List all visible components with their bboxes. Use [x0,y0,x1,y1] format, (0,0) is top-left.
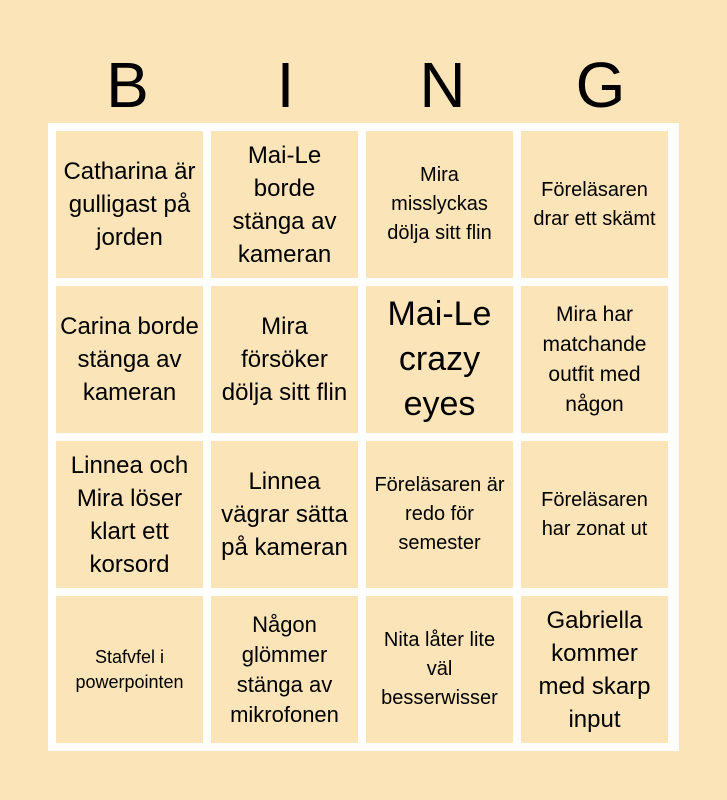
bingo-cell-text: Mira misslyckas dölja sitt flin [387,164,492,244]
bingo-cell-text: Föreläsaren är redo för semester [374,474,505,554]
bingo-cell[interactable] [56,596,203,743]
bingo-cell-text: Mira försöker dölja sitt flin [221,313,348,406]
bingo-cell[interactable] [366,596,513,743]
bingo-cell-text: Gabriella kommer med skarp input [538,606,651,733]
bingo-cell[interactable] [56,441,203,588]
bingo-cell-text: Föreläsaren har zonat ut [541,488,648,540]
bingo-cell[interactable] [521,596,668,743]
bingo-cell[interactable] [521,286,668,433]
bingo-header [50,50,678,120]
bingo-cell-text: Nita låter lite väl besserwisser [381,629,498,709]
bingo-cell-text: Mai-Le crazy eyes [387,295,492,423]
bingo-cell[interactable] [211,441,358,588]
bingo-cell-text: Linnea vägrar sätta på kameran [221,468,348,561]
bingo-cell[interactable] [56,286,203,433]
bingo-board [48,123,679,751]
header-letter-i: I [276,49,295,121]
bingo-cell[interactable] [521,441,668,588]
bingo-cell-text: Någon glömmer stänga av mikrofonen [230,611,339,727]
bingo-cell-text: Stafvfel i powerpointen [75,646,184,692]
bingo-cell[interactable] [366,441,513,588]
header-letter-b: B [106,49,149,121]
bingo-cell-center[interactable] [366,286,513,433]
bingo-cell[interactable] [211,131,358,278]
header-letter-n: N [419,49,466,121]
bingo-cell[interactable] [211,596,358,743]
bingo-cell[interactable] [211,286,358,433]
header-letter-g: G [575,49,626,121]
bingo-cell[interactable] [366,131,513,278]
bingo-cell-text: Mai-Le borde stänga av kameran [232,141,337,268]
bingo-cell-text: Carina borde stänga av kameran [60,313,199,406]
bingo-cell[interactable] [56,131,203,278]
bingo-cell-text: Linnea och Mira löser klart ett korsord [70,451,189,578]
bingo-cell[interactable] [521,131,668,278]
bingo-cell-text: Föreläsaren drar ett skämt [533,178,656,230]
bingo-cell-text: Mira har matchande outfit med någon [542,302,647,416]
bingo-cell-text: Catharina är gulligast på jorden [63,158,196,251]
